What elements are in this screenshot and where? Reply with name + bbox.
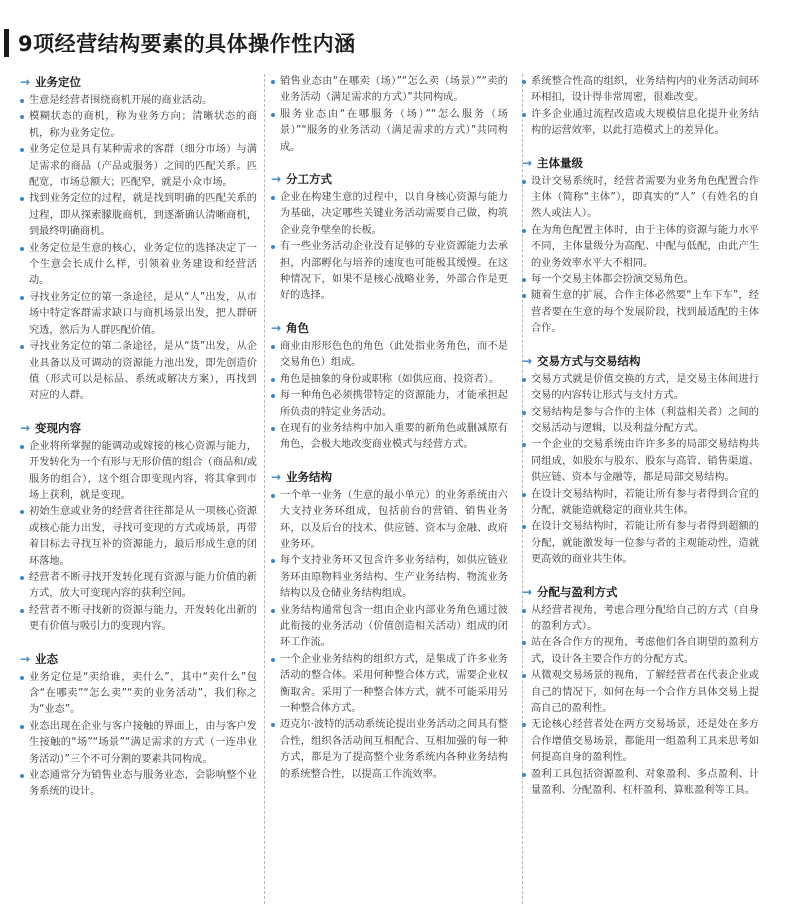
list-item-text: 一个单一业务（生意的最小单元）的业务系统由六大支持业务环组成，包括前台的营销、销售业务环，以及后台的技术、供应链、资本与金融、政府业务环。 [280, 489, 508, 550]
list-item [20, 109, 257, 142]
bullet-dot-icon [522, 641, 526, 645]
list-item [522, 603, 759, 636]
list-item [271, 372, 508, 388]
bullet-dot-icon [522, 229, 526, 233]
list-item [271, 553, 508, 602]
bullet-dot-icon [20, 609, 24, 613]
list-item-text: 每一个交易主体都会扮演交易角色。 [531, 274, 694, 286]
section-heading [522, 353, 759, 370]
list-item-text: 交易方式就是价值交换的方式，是交易主体间进行交易的内容转让形式与支付方式。 [531, 373, 759, 402]
list-item [271, 388, 508, 421]
list-item-text: 每个支持业务环又包含许多业务结构，如供应链业务环由原物料业务结构、生产业务结构、物流业务结构以及仓储业务结构组成。 [280, 555, 508, 600]
list-item [271, 190, 508, 239]
bullet-list [271, 74, 508, 156]
bullet-dot-icon [522, 294, 526, 298]
section-heading [522, 584, 759, 601]
bullet-dot-icon [271, 658, 275, 662]
section-title: 分工方式 [286, 172, 332, 187]
list-item-text: 经营者不断寻找开发转化现有资源与能力价值的新方式，放大可变现内容的获利空间。 [29, 571, 257, 600]
bullet-dot-icon [20, 247, 24, 251]
list-item [522, 223, 759, 272]
arrow-right-icon: → [271, 320, 282, 335]
list-item-text: 随着生意的扩展，合作主体必然要“上车下车”，经营者要在生意的每个发展阶段，找到最适配的主体合作。 [531, 290, 759, 335]
list-item [522, 288, 759, 337]
bullet-dot-icon [271, 196, 275, 200]
arrow-right-icon: → [20, 651, 31, 666]
bullet-dot-icon [20, 99, 24, 103]
arrow-right-icon: → [271, 172, 282, 187]
bullet-list [20, 439, 257, 636]
list-item-text: 业务定位是具有某种需求的客群（细分市场）与满足需求的商品（产品或服务）之间的匹配关系。匹配宽，市场总额大；匹配窄，就是小众市场。 [29, 144, 257, 189]
list-item [522, 74, 759, 107]
list-item-text: 站在各合作方的视角，考虑他们各自期望的盈利方式，设计各主要合作方的分配方式。 [531, 637, 759, 665]
bullet-dot-icon [522, 443, 526, 447]
bullet-dot-icon [20, 345, 24, 349]
section [20, 651, 257, 801]
bullet-dot-icon [522, 493, 526, 497]
list-item-text: 从经营者视角，考虑合理分配给自己的方式（自身的盈利方式）。 [531, 604, 759, 632]
list-item-text: 有一些业务活动企业没有足够的专业资源能力去承担，内部孵化与培养的速度也可能极其缓慢。在这种情况下，如果不是核心战略业务，外部合作是更好的选择。 [280, 241, 508, 302]
section-title: 业务结构 [286, 469, 332, 484]
list-item [20, 339, 257, 405]
bullet-dot-icon [20, 676, 24, 680]
list-item-text: 业态出现在企业与客户接触的界面上，由与客户发生接触的“场”“场景”“满足需求的方式（一连串业务活动）”三个不可分割的要素共同构成。 [29, 720, 257, 765]
bullet-dot-icon [20, 445, 24, 449]
bullet-dot-icon [522, 113, 526, 117]
bullet-dot-icon [522, 525, 526, 529]
list-item [271, 603, 508, 652]
section-heading [271, 320, 508, 337]
bullet-list [522, 603, 759, 800]
list-item [20, 670, 257, 719]
list-item [20, 504, 257, 570]
list-item-text: 无论核心经营者处在两方交易场景，还是处在多方合作增值交易场景，都能用一组盈利工具来思考如何提高自身的盈利性。 [531, 719, 759, 764]
section-title: 分配与盈利方式 [537, 584, 618, 599]
section [271, 74, 508, 156]
list-item [271, 74, 508, 107]
column-3 [522, 74, 759, 912]
list-item [271, 488, 508, 554]
section [522, 74, 759, 140]
list-item-text: 业务结构通常包含一组由企业内部业务角色通过彼此衔接的业务活动（价值创造相关活动）组成的闭环工作流。 [280, 604, 508, 649]
list-item [20, 93, 257, 109]
list-item-text: 寻找业务定位的第一条途径，是从“人”出发，从市场中特定客群需求缺口与商机场景出发，把人群研究透，然后为人群匹配价值。 [29, 291, 257, 336]
list-item-text: 模糊状态的商机，称为业务方向；清晰状态的商机，称为业务定位。 [29, 111, 257, 139]
bullet-dot-icon [522, 723, 526, 727]
list-item-text: 一个企业的交易系统由许许多多的局部交易结构共同组成，如股东与股东、股东与高管、销售渠道、供应链、资本与金融等，都是局部交易结构。 [531, 439, 759, 484]
section [522, 155, 759, 338]
list-item-text: 寻找业务定位的第二条途径，是从“货”出发，从企业具备以及可调动的资源能力池出发，即先创造价值（形式可以是标品、系统或解决方案），再找到对应的人群。 [29, 341, 257, 402]
bullet-dot-icon [271, 345, 275, 349]
list-item-text: 业务定位是“卖给谁，卖什么”，其中“卖什么”包含“在哪卖”“怎么卖”“卖的业务活动”，我们称之为“业态”。 [29, 671, 257, 716]
bullet-dot-icon [20, 148, 24, 152]
arrow-right-icon: → [522, 584, 533, 599]
list-item-text: 每一种角色必须携带特定的资源能力，才能承担起所负责的特定业务活动。 [280, 390, 508, 418]
bullet-list [271, 339, 508, 454]
list-item [522, 519, 759, 568]
content-columns [20, 74, 780, 912]
bullet-dot-icon [20, 774, 24, 778]
list-item [271, 421, 508, 454]
arrow-right-icon: → [271, 469, 282, 484]
bullet-dot-icon [522, 278, 526, 282]
bullet-dot-icon [20, 576, 24, 580]
section [522, 584, 759, 800]
list-item [20, 439, 257, 505]
bullet-dot-icon [20, 197, 24, 201]
list-item-text: 初始生意或业务的经营者往往都是从一项核心资源或核心能力出发，寻找可变现的方式或场景，再带着目标去寻找互补的资源能力，最后形成生意的闭环落地。 [29, 506, 257, 567]
section-title: 主体量级 [537, 155, 583, 170]
section [20, 74, 257, 405]
column-1 [20, 74, 257, 912]
section-heading [271, 171, 508, 188]
list-item [271, 652, 508, 718]
arrow-right-icon: → [20, 75, 31, 89]
list-item [522, 668, 759, 717]
list-item [522, 717, 759, 766]
bullet-dot-icon [522, 411, 526, 415]
list-item [271, 717, 508, 783]
list-item [522, 635, 759, 668]
list-item-text: 交易结构是参与合作的主体（利益相关者）之间的交易活动与逻辑，以及利益分配方式。 [531, 406, 759, 434]
list-item-text: 企业将所掌握的能调动或嫁接的核心资源与能力，开发转化为一个有形与无形价值的组合（商品和/或服务的组合），这个组合即变现内容，将其拿到市场上获利，就是变现。 [29, 440, 257, 501]
bullet-dot-icon [271, 378, 275, 382]
page-title: 9项经营结构要素的具体操作性内涵 [18, 32, 356, 56]
section-title: 变现内容 [35, 420, 81, 435]
bullet-dot-icon [20, 725, 24, 729]
list-item-text: 业态通常分为销售业态与服务业态，会影响整个业务系统的设计。 [29, 770, 257, 798]
bullet-dot-icon [522, 180, 526, 184]
section [271, 469, 508, 783]
list-item-text: 系统整合性高的组织，业务结构内的业务活动间环环相扣，设计得非常周密，很难改变。 [531, 76, 759, 104]
section [522, 353, 759, 569]
list-item [20, 719, 257, 768]
list-item [20, 290, 257, 339]
section [271, 320, 508, 454]
list-item [522, 405, 759, 438]
bullet-list [522, 372, 759, 569]
arrow-right-icon: → [522, 155, 533, 170]
list-item [20, 768, 257, 801]
section [20, 420, 257, 636]
list-item-text: 企业在构建生意的过程中，以自身核心资源与能力为基础，决定哪些关键业务活动需要自己做，构筑企业竞争壁垒的长板。 [280, 192, 508, 236]
bullet-dot-icon [271, 427, 275, 431]
section-heading [271, 469, 508, 486]
section-title: 交易方式与交易结构 [537, 353, 641, 368]
list-item-text: 许多企业通过流程改造或大规模信息化提升业务结构的运营效率，以此打造模式上的差异化。 [531, 108, 759, 137]
column-2 [271, 74, 508, 912]
bullet-dot-icon [20, 115, 24, 119]
bullet-dot-icon [522, 80, 526, 84]
bullet-dot-icon [271, 80, 275, 84]
section-title: 业态 [35, 651, 58, 666]
arrow-right-icon: → [20, 420, 31, 435]
bullet-list [271, 488, 508, 783]
list-item [522, 487, 759, 520]
list-item-text: 销售业态由“在哪卖（场）”“怎么卖（场景）”“卖的业务活动（满足需求的方式）”共同构成。 [280, 76, 508, 104]
list-item [20, 241, 257, 290]
list-item-text: 在设计交易结构时，若能让所有参与者得到合宜的分配，就能造就稳定的商业共生体。 [531, 488, 759, 516]
section-heading [522, 155, 759, 172]
list-item [20, 603, 257, 636]
bullet-list [522, 74, 759, 140]
bullet-list [20, 93, 257, 405]
list-item-text: 经营者不断寻找新的资源与能力，开发转化出新的更有价值与吸引力的变现内容。 [29, 604, 257, 633]
bullet-list [522, 174, 759, 338]
list-item [271, 339, 508, 372]
list-item [522, 437, 759, 486]
list-item [522, 107, 759, 140]
section-title: 角色 [286, 320, 309, 335]
list-item [522, 372, 759, 405]
list-item-text: 在为角色配置主体时，由于主体的资源与能力水平不同，主体量级分为高配、中配与低配，由此产生的业务效率水平大不相同。 [531, 224, 759, 269]
list-item [522, 767, 759, 800]
list-item-text: 一个企业业务结构的组织方式，是集成了许多业务活动的整合体。采用何种整合体方式，需要企业权衡取舍。采用了一种整合体方式，就不可能采用另一种整合体方式。 [280, 653, 508, 714]
title-bar [4, 28, 356, 58]
list-item [522, 174, 759, 223]
list-item-text: 生意是经营者围绕商机开展的商业活动。 [29, 95, 213, 106]
list-item-text: 在现有的业务结构中加入重要的新角色或删减原有角色，会极大地改变商业模式与经营方式。 [280, 422, 508, 451]
section-heading [20, 651, 257, 668]
list-item-text: 找到业务定位的过程，就是找到明确的匹配关系的过程，即从探索朦胧商机，到逐渐确认清晰商机，到最终明确商机。 [29, 193, 257, 238]
bullet-dot-icon [271, 245, 275, 249]
arrow-right-icon: → [522, 353, 533, 368]
list-item [20, 142, 257, 191]
bullet-dot-icon [522, 773, 526, 777]
title-accent-bar [4, 29, 9, 57]
list-item [20, 191, 257, 240]
bullet-dot-icon [522, 674, 526, 678]
list-item-text: 角色是抽象的身份或职称（如供应商、投资者）。 [280, 373, 500, 385]
section-heading [20, 420, 257, 437]
section-title: 业务定位 [35, 75, 81, 89]
list-item-text: 服务业态由“在哪服务（场）”“怎么服务（场景）”“服务的业务活动（满足需求的方式）”共同构成。 [280, 108, 508, 153]
list-item-text: 盈利工具包括资源盈利、对象盈利、多点盈利、计量盈利、分配盈利、杠杆盈利、算账盈利等工具。 [531, 768, 759, 797]
list-item-text: 业务定位是生意的核心，业务定位的选择决定了一个生意会长成什么样，引领着业务建设和经营活动。 [29, 242, 257, 287]
list-item-text: 商业由形形色色的角色（此处指业务角色，而不是交易角色）组成。 [280, 340, 508, 369]
bullet-dot-icon [522, 378, 526, 382]
bullet-dot-icon [271, 609, 275, 613]
list-item [522, 272, 759, 288]
bullet-dot-icon [522, 609, 526, 613]
bullet-list [20, 670, 257, 801]
list-item-text: 在设计交易结构时，若能让所有参与者得到超额的分配，就能激发每一位参与者的主观能动性，造就更高效的商业共生体。 [531, 521, 759, 566]
list-item [271, 107, 508, 156]
list-item [20, 570, 257, 603]
section-heading [20, 74, 257, 91]
list-item-text: 设计交易系统时，经营者需要为业务角色配置合作主体（简称“主体”），即真实的“人”（有姓名的自然人或法人）。 [531, 175, 759, 220]
bullet-dot-icon [271, 723, 275, 727]
bullet-list [271, 190, 508, 305]
bullet-dot-icon [20, 510, 24, 514]
bullet-dot-icon [20, 296, 24, 300]
section [271, 171, 508, 305]
bullet-dot-icon [271, 559, 275, 563]
bullet-dot-icon [271, 113, 275, 117]
bullet-dot-icon [271, 494, 275, 498]
list-item [271, 239, 508, 305]
list-item-text: 从微观交易场景的视角，了解经营者在代表企业或自己的情况下，如何在每一个合作方具体交易上提高自己的盈利性。 [531, 670, 759, 714]
list-item-text: 迈克尔·波特的活动系统论提出业务活动之间具有整合性，组织各活动间互相配合、互相加强的每一种方式，都是为了提高整个业务系统内各种业务结构的系统整合性，以提高工作流效率。 [280, 719, 508, 780]
bullet-dot-icon [271, 394, 275, 398]
